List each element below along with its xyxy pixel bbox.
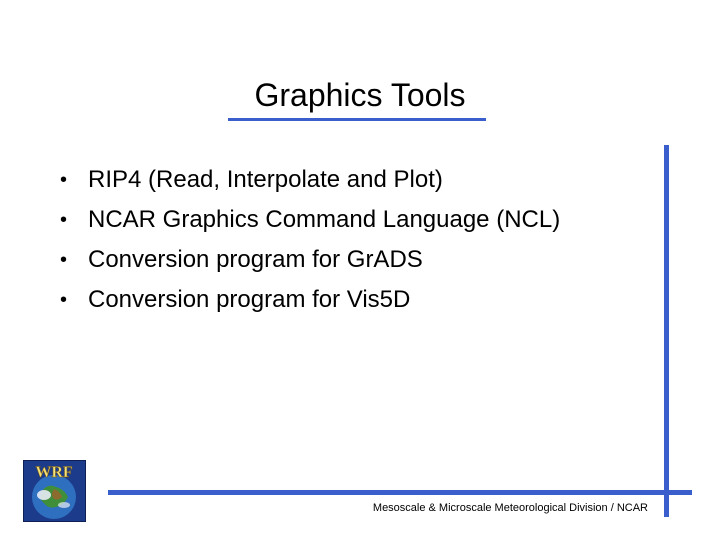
bullet-icon: •: [60, 249, 68, 271]
bullet-item: [60, 160, 560, 200]
wrf-logo-icon: [23, 460, 86, 522]
bullet-text: NCAR Graphics Command Language (NCL): [88, 206, 561, 233]
bullet-item: [60, 200, 560, 240]
bullet-item: [60, 280, 560, 320]
bullet-icon: •: [60, 209, 68, 231]
bullet-text: RIP4 (Read, Interpolate and Plot): [88, 166, 443, 193]
horizontal-rule: [108, 490, 692, 495]
footer-text: Mesoscale & Microscale Meteorological Division / NCAR: [372, 502, 648, 514]
logo-text: WRF: [35, 464, 73, 481]
vertical-rule: [664, 145, 669, 517]
title-underline: [228, 118, 486, 121]
bullet-item: [60, 240, 560, 280]
bullet-list: [60, 160, 560, 320]
bullet-icon: •: [60, 169, 68, 191]
slide-title: Graphics Tools: [254, 77, 466, 113]
bullet-text: Conversion program for Vis5D: [88, 286, 411, 313]
bullet-text: Conversion program for GrADS: [88, 246, 423, 273]
bullet-icon: •: [60, 289, 68, 311]
